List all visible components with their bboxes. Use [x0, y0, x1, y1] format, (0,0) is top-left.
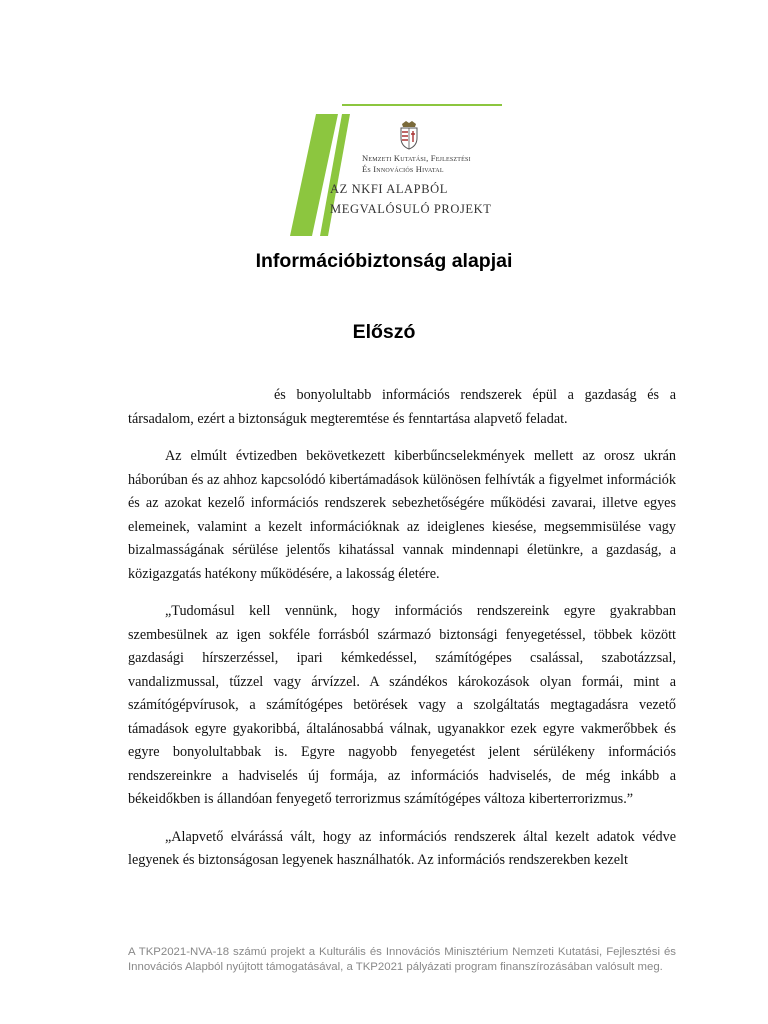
- section-heading: Előszó: [352, 321, 416, 343]
- hungarian-crest-icon: [398, 120, 420, 150]
- paragraph: és bonyolultabb információs rendszerek épül a gazdaság és a társadalom, ezért a biztonságuk megteremtése és fenntartása alapvető feladat.: [128, 387, 676, 427]
- paragraph: Az elmúlt évtizedben bekövetkezett kiberbűncselekmények mellett az orosz ukrán háborúban és az ahhoz kapcsolódó kibertámadások különösen felhívták a figyelmet információk és az azokat kezelő információs rendszerek sebezhetőségére működési zavarai, illetve egyes elemeinek, valamint a kezelt információknak az ideiglenes kiesése, megsemmisülése vagy bizalmasságának sérülése jelentős kihatással vannak mindennapi életünkre, a gazdaság, a közigazgatás hatékony működésére, a lakosság életére.: [128, 448, 676, 582]
- logo-org-line-2: És Innovációs Hivatal: [362, 164, 444, 174]
- logo-org-line-1: Nemzeti Kutatási, Fejlesztési: [362, 153, 471, 163]
- body-text: [128, 384, 676, 887]
- funding-footer: A TKP2021-NVA-18 számú projekt a Kulturális és Innovációs Minisztérium Nemzeti Kutatási, Fejlesztési és Innovációs Alapból nyújtott támogatásával, a TKP2021 pályázati program finanszírozásában valósult meg.: [128, 946, 676, 973]
- paragraph: „Alapvető elvárássá vált, hogy az információs rendszerek által kezelt adatok védve legyenek és biztonságosan legyenek használhatók. Az információs rendszerekben kezelt: [128, 828, 676, 868]
- document-title: Információbiztonság alapjai: [255, 250, 513, 272]
- logo-project-line-2: MEGVALÓSULÓ PROJEKT: [330, 202, 492, 216]
- logo-project-line-1: AZ NKFI ALAPBÓL: [330, 182, 449, 196]
- paragraph: „Tudomásul kell vennünk, hogy információs rendszereink egyre gyakrabban szembesülnek az igen sokféle forrásból származó biztonsági fenyegetéssel, többek között gazdasági hírszerzéssel, ipari kémkedéssel, számítógépes csalással, szabotázzsal, vandalizmussal, tűzzel vagy árvízzel. A szándékos károkozások olyan formái, mint a számítógépvírusok, a számítógépes betörések vagy a szolgáltatás megtagadásra vezető támadások egyre gyakoribbá, általánosabbá válnak, ugyanakkor ezek egyre vakmerőbbek és egyre bonyolultabbak is. Egyre nagyobb fenyegetést jelent sérülékeny információs rendszereinkre a hadviselés új formája, az információs hadviselés, de még inkább a békeidőkben is állandóan fenyegető terrorizmus számítógépes változa kiberterrorizmus.”: [128, 603, 676, 807]
